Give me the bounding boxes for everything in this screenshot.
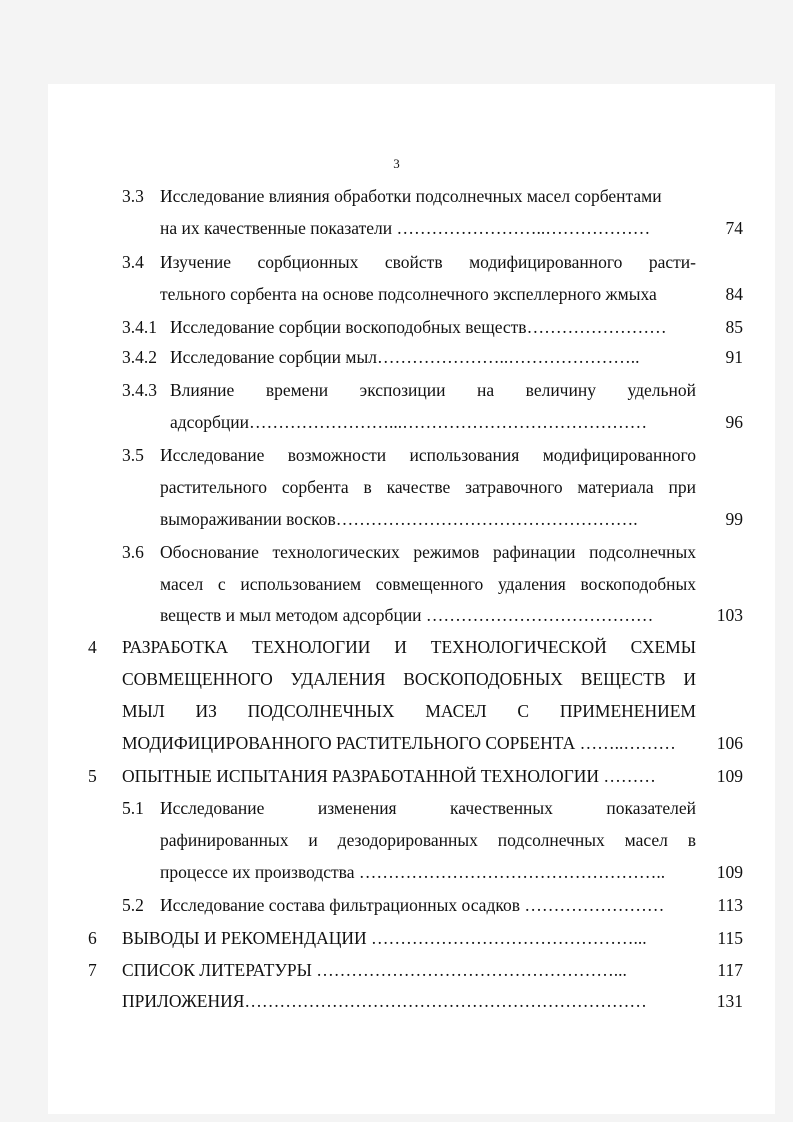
toc-entry-text: Обоснование технологических режимов рафинации подсолнечных [160, 542, 696, 562]
toc-number: 7 [88, 960, 97, 980]
toc-entry-text: Исследование изменения качественных показателей [160, 798, 696, 818]
toc-entry-text: Исследование сорбции воскоподобных веществ…………………… [170, 317, 667, 337]
toc-page: 96 [725, 412, 743, 432]
toc-number: 6 [88, 928, 97, 948]
toc-number: 5 [88, 766, 97, 786]
toc-page: 74 [725, 218, 743, 238]
toc-number: 3.4.3 [122, 380, 157, 400]
toc-number: 5.2 [122, 895, 144, 915]
toc-entry-text: ПРИЛОЖЕНИЯ…………………………………………………………… [122, 991, 647, 1011]
toc-entry-text: растительного сорбента в качестве затравочного материала при [160, 477, 696, 497]
toc-entry-text: веществ и мыл методом адсорбции ………………………………… [160, 605, 654, 625]
toc-entry-text: на их качественные показатели ……………………..……………… [160, 218, 651, 238]
toc-number: 3.4.1 [122, 317, 157, 337]
toc-page: 115 [717, 928, 743, 948]
toc-page: 109 [716, 766, 743, 786]
toc-page: 84 [725, 284, 743, 304]
toc-entry-text: Исследование влияния обработки подсолнечных масел сорбентами [160, 186, 662, 206]
toc-entry-text: масел с использованием совмещенного удаления воскоподобных [160, 574, 696, 594]
toc-entry-text: процессе их производства …………………………………………….. [160, 862, 666, 882]
toc-number: 3.4 [122, 252, 144, 272]
toc-entry-text: Изучение сорбционных свойств модифицированного расти- [160, 252, 696, 272]
toc-page: 117 [717, 960, 743, 980]
toc-number: 3.3 [122, 186, 144, 206]
toc-entry-text: СПИСОК ЛИТЕРАТУРЫ ……………………………………………... [122, 960, 627, 980]
toc-entry-text: Исследование состава фильтрационных осадков …………………… [160, 895, 665, 915]
toc-number: 3.5 [122, 445, 144, 465]
toc-entry-text: МОДИФИЦИРОВАННОГО РАСТИТЕЛЬНОГО СОРБЕНТА ……..……… [122, 733, 676, 753]
page-number: 3 [393, 156, 400, 171]
toc-entry-text: РАЗРАБОТКА ТЕХНОЛОГИИ И ТЕХНОЛОГИЧЕСКОЙ СХЕМЫ [122, 637, 696, 657]
toc-page: 106 [716, 733, 743, 753]
toc-page: 85 [725, 317, 743, 337]
toc-page: 131 [716, 991, 743, 1011]
toc-page: 99 [725, 509, 743, 529]
toc-entry-text: МЫЛ ИЗ ПОДСОЛНЕЧНЫХ МАСЕЛ С ПРИМЕНЕНИЕМ [122, 701, 696, 721]
toc-page: 109 [716, 862, 743, 882]
toc-entry-text: Исследование возможности использования модифицированного [160, 445, 696, 465]
toc-entry-text: Исследование сорбции мыл…………………..………………….. [170, 347, 640, 367]
toc-entry-text: СОВМЕЩЕННОГО УДАЛЕНИЯ ВОСКОПОДОБНЫХ ВЕЩЕСТВ И [122, 669, 696, 689]
toc-page: 103 [716, 605, 743, 625]
toc-number: 4 [88, 637, 97, 657]
toc-entry-text: Влияние времени экспозиции на величину удельной [170, 380, 696, 400]
toc-page: 113 [717, 895, 743, 915]
toc-entry-text: ОПЫТНЫЕ ИСПЫТАНИЯ РАЗРАБОТАННОЙ ТЕХНОЛОГИИ ……… [122, 766, 656, 786]
toc-entry-text: вымораживании восков……………………………………………. [160, 509, 638, 529]
toc-entry-text: ВЫВОДЫ И РЕКОМЕНДАЦИИ ………………………………………... [122, 928, 647, 948]
toc-entry-text: тельного сорбента на основе подсолнечного экспеллерного жмыха [160, 284, 657, 304]
toc-number: 5.1 [122, 798, 144, 818]
toc-entry-text: адсорбции……………………...…………………………………… [170, 412, 648, 432]
toc-number: 3.4.2 [122, 347, 157, 367]
toc-entry-text: рафинированных и дезодорированных подсолнечных масел в [160, 830, 696, 850]
toc-page: 91 [725, 347, 743, 367]
toc-number: 3.6 [122, 542, 144, 562]
